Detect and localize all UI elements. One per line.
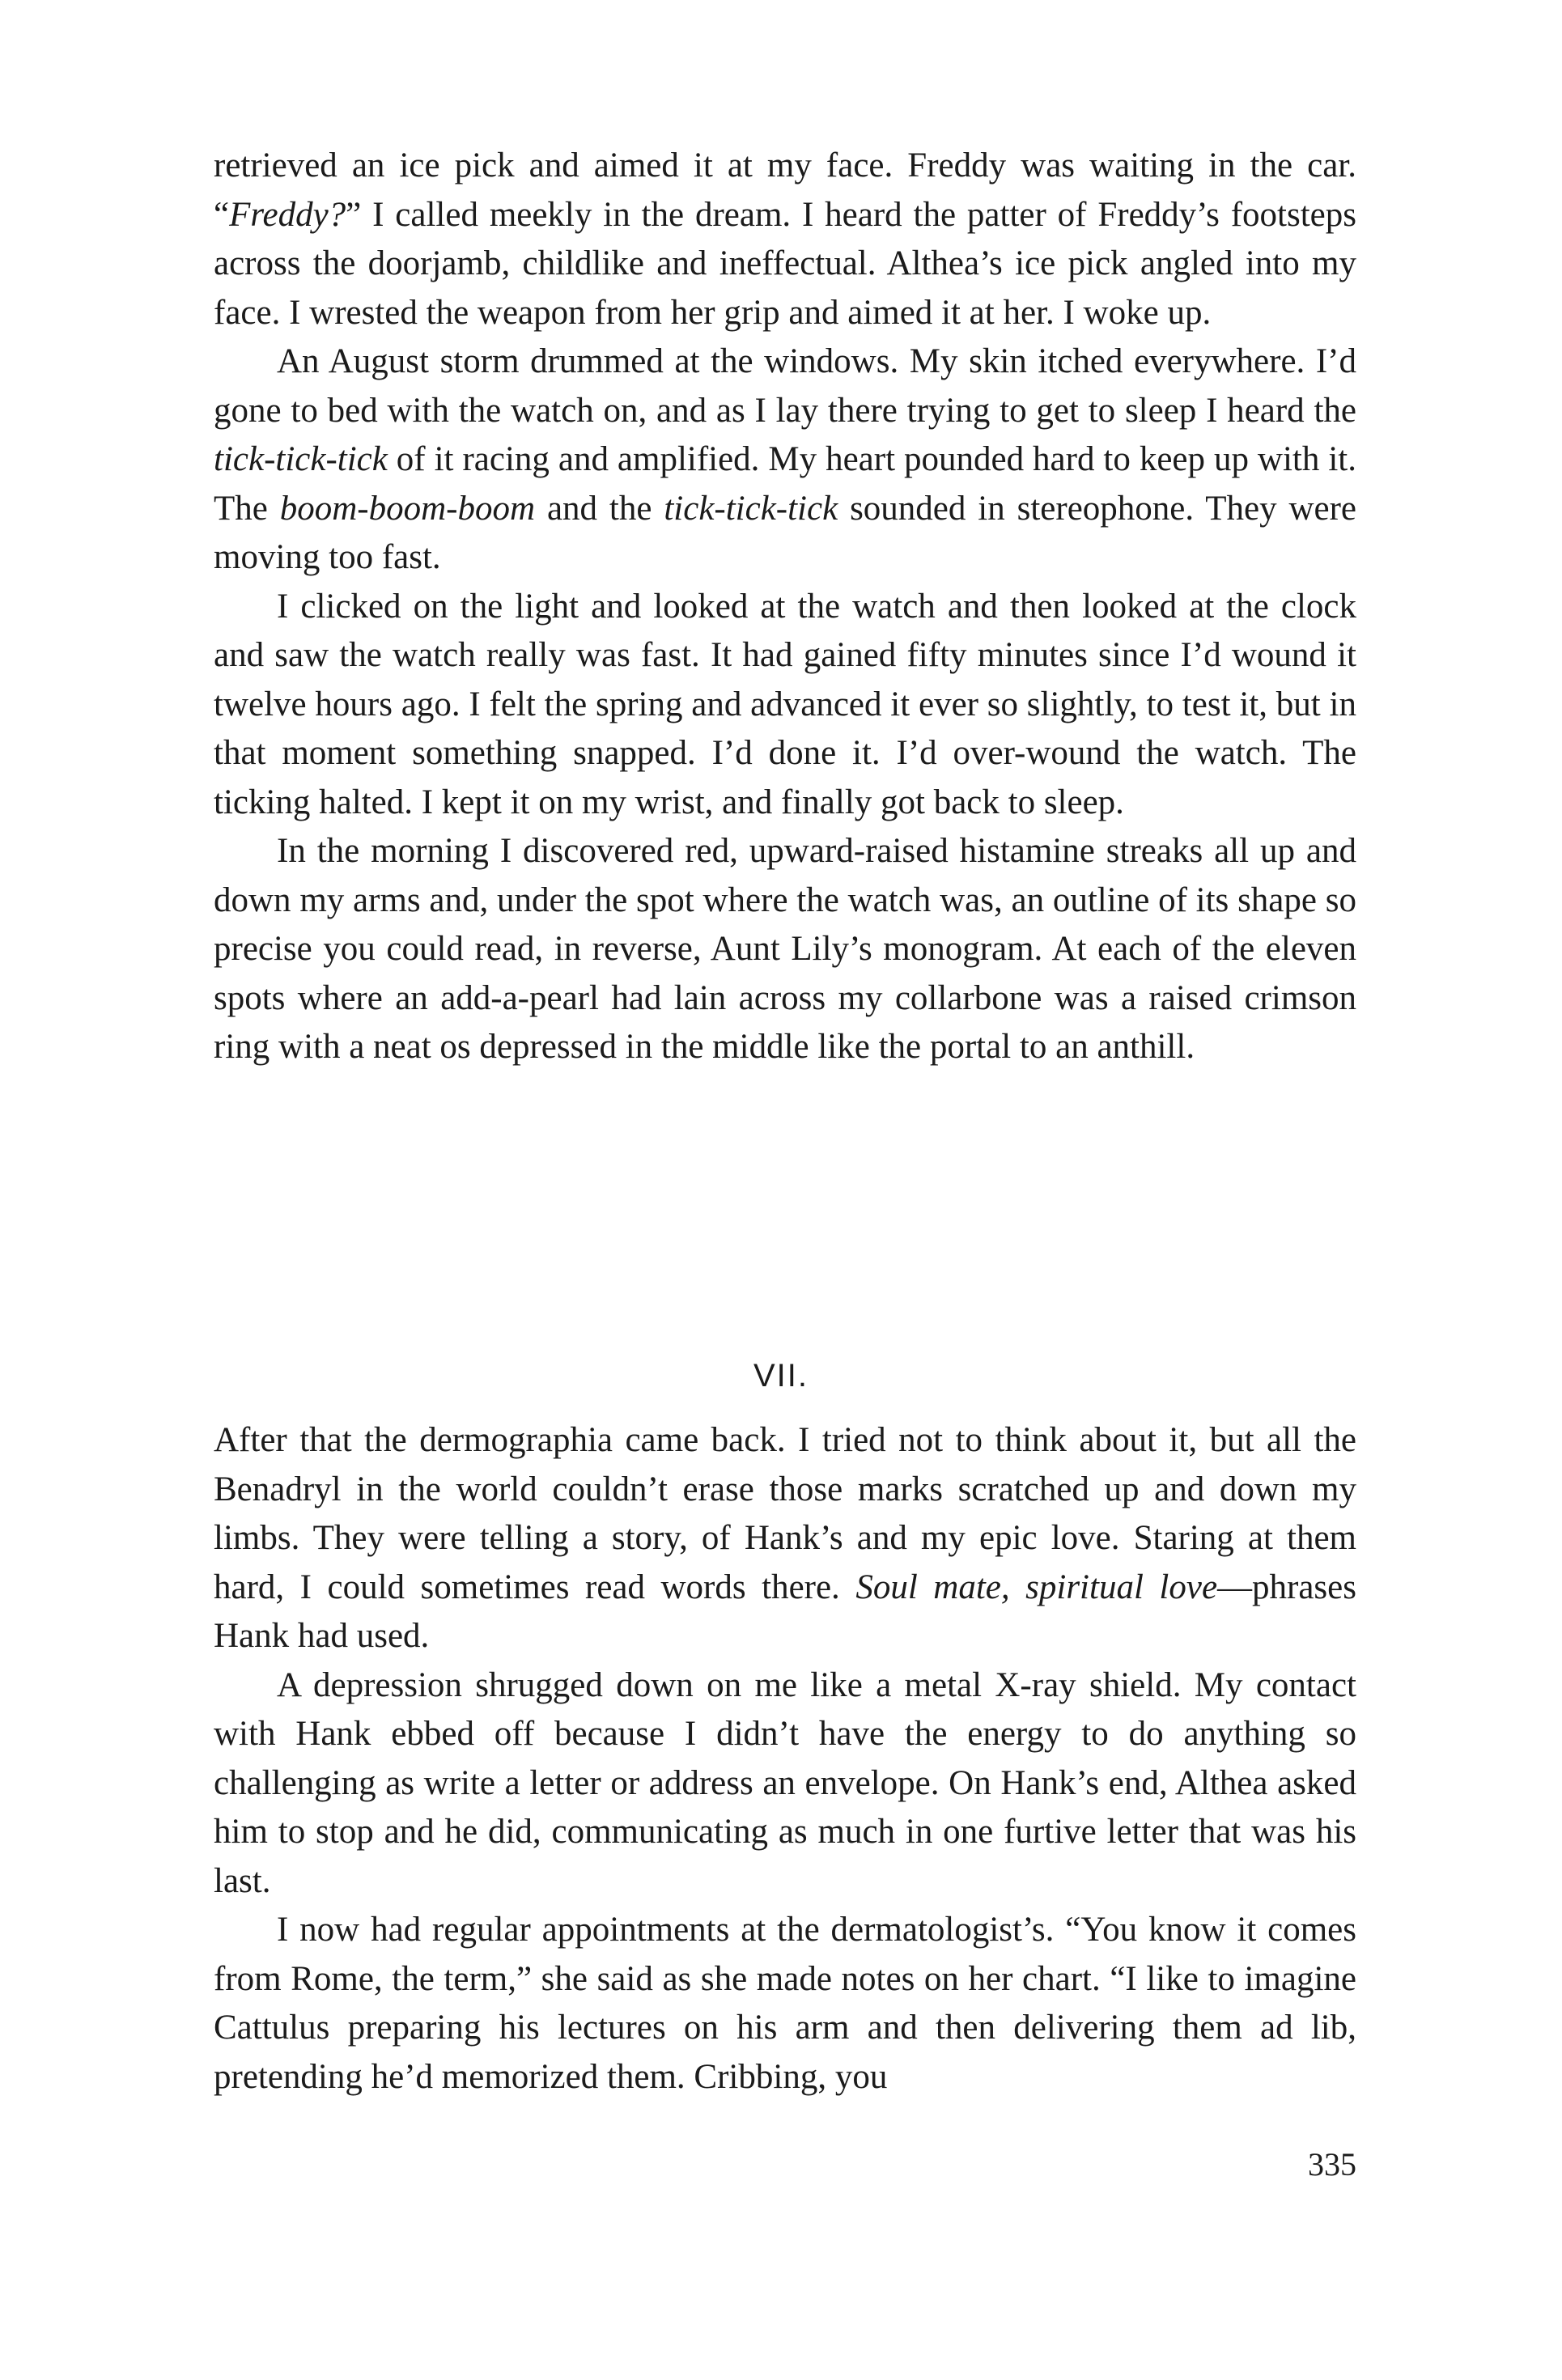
page-number: 335 (1308, 2146, 1356, 2183)
body-text-after-section (214, 1416, 1356, 2102)
text-run: ” I called meekly in the dream. I heard the patter of Freddy’s footsteps across the doorjamb, childlike and ineffectual. Althea’s ice pick angled into my face. I wrested the weapon from her grip and aimed it at her. I woke up. (214, 195, 1356, 332)
italic-phrase: Freddy? (229, 195, 346, 234)
paragraph (214, 583, 1356, 828)
paragraph (214, 142, 1356, 337)
italic-phrase: tick-tick-tick (664, 489, 838, 528)
text-run: In the morning I discovered red, upward-raised histamine streaks all up and down my arms and, under the spot where the watch was, an outline of its shape so precise you could read, in reverse, Aunt Lily’s monogram. At each of the eleven spots where an add-a-pearl had lain across my collarbone was a raised crimson ring with a neat os depressed in the middle like the portal to an anthill. (214, 832, 1356, 1066)
text-run: I clicked on the light and looked at the watch and then looked at the clock and saw the watch really was fast. It had gained fifty minutes since I’d wound it twelve hours ago. I felt the spring and advanced it ever so slightly, to test it, but in that moment something snapped. I’d done it. I’d over-wound the watch. The ticking halted. I kept it on my wrist, and finally got back to sleep. (214, 587, 1356, 821)
text-run: sounded in stereophone. They were moving too fast. (214, 489, 1357, 576)
text-run: —phrases Hank had used. (214, 1568, 1356, 1655)
body-text-before-section (214, 142, 1356, 1072)
italic-phrase: Soul mate, spiritual love (855, 1568, 1218, 1606)
italic-phrase: boom-boom-boom (279, 489, 536, 528)
paragraph (214, 337, 1356, 583)
paragraph (214, 1416, 1356, 1661)
text-run: A depression shrugged down on me like a metal X-ray shield. My contact with Hank ebbed off because I didn’t have the energy to do anything so challenging as write a letter or address an envelope. On Hank’s end, Althea asked him to stop and he did, communicating as much in one furtive letter that was his last. (214, 1665, 1356, 1900)
italic-phrase: tick-tick-tick (214, 440, 388, 478)
paragraph (214, 1661, 1356, 1907)
paragraph (214, 827, 1356, 1072)
text-run: An August storm drummed at the windows. My skin itched everywhere. I’d gone to bed with the watch on, and as I lay there trying to get to sleep I heard the (214, 342, 1356, 430)
text-run: After that the dermographia came back. I tried not to think about it, but all the Benadryl in the world couldn’t erase those marks scratched up and down my limbs. They were telling a story, of Hank’s and my epic love. Staring at them hard, I could sometimes read words there. (214, 1421, 1356, 1606)
section-heading: VII. (753, 1358, 809, 1394)
paragraph (214, 1906, 1356, 2102)
text-run: of it racing and amplified. My heart pounded hard to keep up with it. The (214, 440, 1356, 528)
text-run: and the (535, 489, 664, 528)
text-run: I now had regular appointments at the dermatologist’s. “You know it comes from Rome, the term,” she said as she made notes on her chart. “I like to imagine Cattulus preparing his lectures on his arm and then delivering them ad lib, pretending he’d memorized them. Cribbing, you (214, 1911, 1356, 2096)
text-run: retrieved an ice pick and aimed it at my face. Freddy was waiting in the car. “ (214, 146, 1356, 234)
